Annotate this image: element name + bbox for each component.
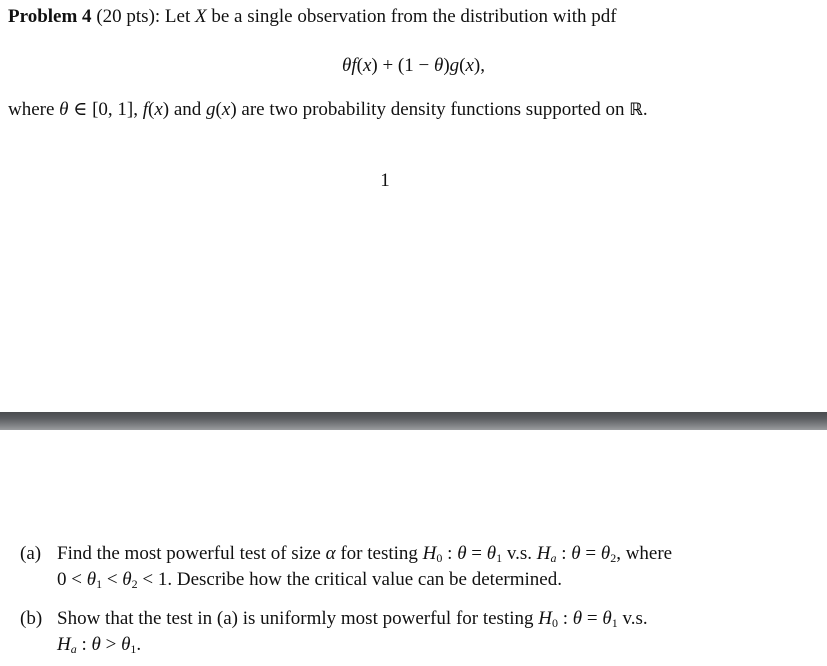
page-number: 1 <box>380 170 390 191</box>
text: . <box>136 634 142 655</box>
where-paren: ) <box>230 99 237 120</box>
subscript: 2 <box>131 577 138 591</box>
subscript: 1 <box>96 577 103 591</box>
text: : <box>442 543 458 564</box>
text: < <box>102 569 123 590</box>
subscript: 0 <box>436 551 443 565</box>
formula-paren: ( <box>459 55 466 76</box>
text: = <box>582 608 603 629</box>
theta-symbol: θ <box>122 569 132 590</box>
part-b-line-2 <box>57 632 790 658</box>
text: , where <box>616 543 673 564</box>
where-theta: θ <box>59 99 69 120</box>
where-f: f <box>142 99 149 120</box>
part-b <box>20 606 790 658</box>
where-period: . <box>642 99 648 120</box>
formula-g: g <box>449 55 460 76</box>
formula-x: x <box>362 55 372 76</box>
problem-statement <box>8 6 617 28</box>
subscript: 0 <box>552 616 558 630</box>
text: Describe how the critical value can be determined. <box>176 569 562 590</box>
theta-symbol: θ <box>121 634 131 655</box>
part-a-text <box>57 541 790 593</box>
text: = <box>466 543 487 564</box>
text: for testing <box>335 543 423 564</box>
subscript: a <box>550 551 557 565</box>
where-paren: ) <box>162 99 170 120</box>
text: Find the most powerful test of size <box>57 543 326 564</box>
subscript: 1 <box>496 551 503 565</box>
ha-symbol: H <box>57 634 71 655</box>
text: 0 < <box>57 569 87 590</box>
where-paren: ( <box>148 99 155 120</box>
where-paren: ( <box>215 99 222 120</box>
text: = <box>580 543 601 564</box>
part-a <box>20 541 790 593</box>
formula-paren: ( <box>356 55 363 76</box>
part-b-label: (b) <box>20 608 43 629</box>
pdf-formula <box>0 55 827 77</box>
theta-symbol: θ <box>602 608 612 629</box>
where-word: where <box>8 99 55 120</box>
theta-symbol: θ <box>457 543 467 564</box>
problem-title: Problem 4 <box>8 6 92 27</box>
subscript: 1 <box>611 616 618 630</box>
text: v.s. <box>502 543 537 564</box>
theta-symbol: θ <box>572 608 583 629</box>
theta-symbol: θ <box>86 569 97 590</box>
where-x: x <box>221 99 231 120</box>
text: : <box>556 543 572 564</box>
formula-theta: θ <box>433 55 444 76</box>
where-g: g <box>206 99 216 120</box>
formula-paren: ) <box>443 55 450 76</box>
where-rest: are two probability density functions supported on <box>236 99 630 120</box>
formula-theta: θ <box>342 55 352 76</box>
h0-symbol: H <box>538 608 552 629</box>
page-break-divider <box>0 412 827 430</box>
problem-points: (20 pts): <box>96 6 161 27</box>
where-and: and <box>169 99 207 120</box>
formula-f: f <box>351 55 357 76</box>
theta-symbol: θ <box>600 543 611 564</box>
text: : <box>558 608 573 629</box>
text: < 1. <box>137 569 177 590</box>
part-a-line-1 <box>57 541 790 567</box>
theta-symbol: θ <box>91 634 101 655</box>
formula-end: ), <box>473 55 485 76</box>
part-a-line-2 <box>57 567 790 593</box>
ha-symbol: H <box>536 543 551 564</box>
part-a-label: (a) <box>20 543 42 564</box>
formula-x: x <box>465 55 474 76</box>
theta-symbol: θ <box>571 543 581 564</box>
part-b-line-1 <box>57 606 790 632</box>
theta-symbol: θ <box>486 543 497 564</box>
problem-intro-text: Let <box>164 6 191 27</box>
text: Show that the test in (a) is uniformly most powerful for testing <box>57 608 539 629</box>
part-b-text <box>57 606 790 658</box>
formula-plus: ) + (1 − <box>371 55 434 76</box>
subscript: 2 <box>610 551 617 565</box>
where-clause <box>8 99 648 121</box>
subscript: 1 <box>130 642 137 656</box>
where-x: x <box>154 99 163 120</box>
text: v.s. <box>617 608 648 629</box>
text: > <box>100 634 122 655</box>
alpha-symbol: α <box>325 543 336 564</box>
variable-x: X <box>195 6 207 27</box>
where-interval: ∈ [0, 1], <box>68 99 143 120</box>
reals-symbol: ℝ <box>629 100 643 120</box>
problem-intro-text-rest: be a single observation from the distribution with pdf <box>211 6 617 27</box>
h0-symbol: H <box>422 543 437 564</box>
text: : <box>76 634 92 655</box>
subscript: a <box>70 642 77 656</box>
